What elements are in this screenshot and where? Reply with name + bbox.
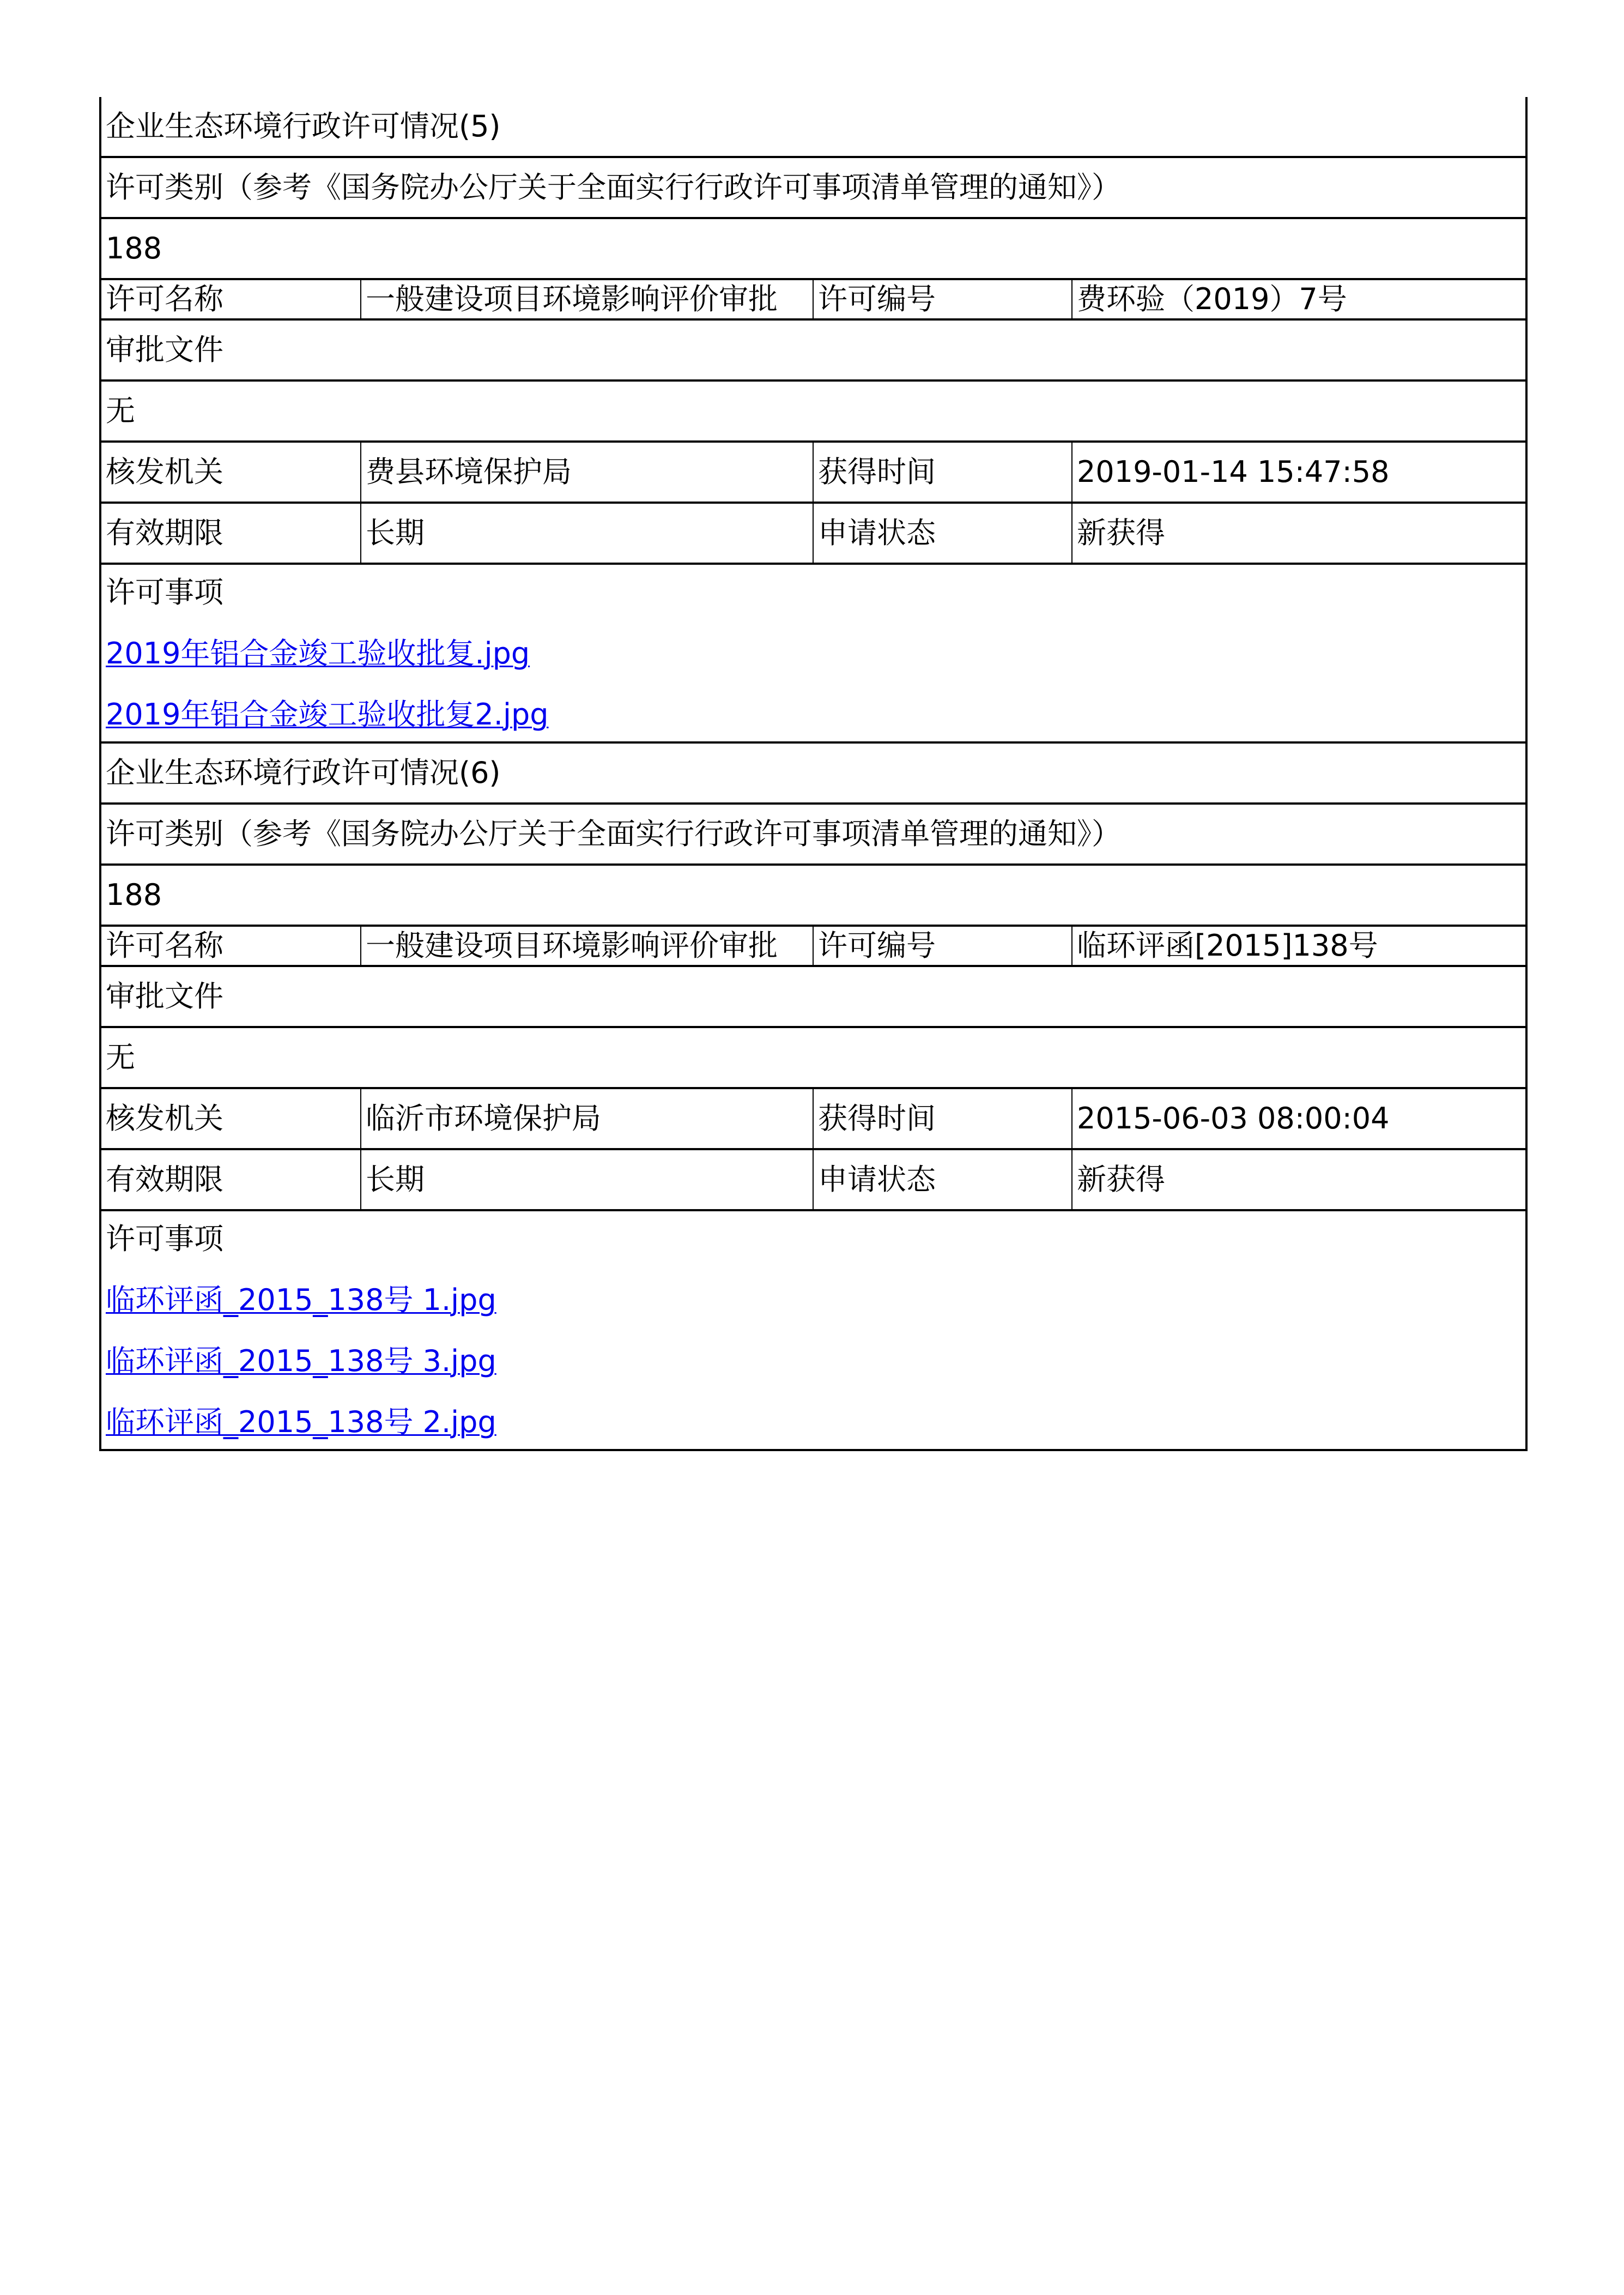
section-title: 企业生态环境行政许可情况(6) <box>100 742 1526 804</box>
permit-items-row <box>100 1210 1526 1450</box>
category-label: 许可类别（参考《国务院办公厅关于全面实行行政许可事项清单管理的通知》） <box>100 804 1526 865</box>
validity-row <box>100 503 1526 564</box>
approval-docs-value: 无 <box>100 381 1526 442</box>
permit-items-row <box>100 564 1526 742</box>
approval-docs-label-row <box>100 966 1526 1027</box>
permit-number-value: 费环验（2019）7号 <box>1072 279 1526 319</box>
application-status-label: 申请状态 <box>813 503 1072 564</box>
issuing-authority-value: 费县环境保护局 <box>361 442 813 503</box>
file-list <box>106 1284 1522 1438</box>
permit-number-value: 临环评函[2015]138号 <box>1072 926 1526 966</box>
obtained-time-value: 2019-01-14 15:47:58 <box>1072 442 1526 503</box>
authority-row <box>100 442 1526 503</box>
approval-docs-value-row <box>100 1027 1526 1088</box>
permit-items-label: 许可事项 <box>106 575 223 609</box>
permit-items-label: 许可事项 <box>106 1222 223 1256</box>
issuing-authority-label: 核发机关 <box>100 1088 361 1149</box>
application-status-label: 申请状态 <box>813 1149 1072 1210</box>
obtained-time-value: 2015-06-03 08:00:04 <box>1072 1088 1526 1149</box>
permit-name-row <box>100 279 1526 319</box>
category-value: 188 <box>100 865 1526 926</box>
category-label-row <box>100 157 1526 218</box>
permit-name-label: 许可名称 <box>100 926 361 966</box>
obtained-time-label: 获得时间 <box>813 442 1072 503</box>
obtained-time-label: 获得时间 <box>813 1088 1072 1149</box>
category-value-row <box>100 218 1526 279</box>
section-title-row <box>100 97 1526 157</box>
category-value: 188 <box>100 218 1526 279</box>
approval-docs-label: 审批文件 <box>100 319 1526 381</box>
file-link[interactable]: 临环评函_2015_138号 3.jpg <box>106 1344 496 1378</box>
validity-row <box>100 1149 1526 1210</box>
authority-row <box>100 1088 1526 1149</box>
file-link[interactable]: 2019年铝合金竣工验收批复.jpg <box>106 636 530 671</box>
permits-table <box>99 97 1528 1451</box>
approval-docs-label-row <box>100 319 1526 381</box>
permit-document <box>99 97 1525 1451</box>
permit-name-row <box>100 926 1526 966</box>
file-list <box>106 638 1522 730</box>
application-status-value: 新获得 <box>1072 503 1526 564</box>
permit-name-value: 一般建设项目环境影响评价审批 <box>361 279 813 319</box>
approval-docs-label: 审批文件 <box>100 966 1526 1027</box>
permit-name-value: 一般建设项目环境影响评价审批 <box>361 926 813 966</box>
approval-docs-value: 无 <box>100 1027 1526 1088</box>
approval-docs-value-row <box>100 381 1526 442</box>
section-title-row <box>100 742 1526 804</box>
permit-name-label: 许可名称 <box>100 279 361 319</box>
validity-period-label: 有效期限 <box>100 503 361 564</box>
issuing-authority-value: 临沂市环境保护局 <box>361 1088 813 1149</box>
permit-items-cell <box>100 1210 1526 1450</box>
category-label-row <box>100 804 1526 865</box>
permit-number-label: 许可编号 <box>813 279 1072 319</box>
category-label: 许可类别（参考《国务院办公厅关于全面实行行政许可事项清单管理的通知》） <box>100 157 1526 218</box>
file-link[interactable]: 临环评函_2015_138号 2.jpg <box>106 1405 496 1439</box>
section-title: 企业生态环境行政许可情况(5) <box>100 97 1526 157</box>
file-link[interactable]: 2019年铝合金竣工验收批复2.jpg <box>106 697 549 732</box>
validity-period-value: 长期 <box>361 503 813 564</box>
validity-period-label: 有效期限 <box>100 1149 361 1210</box>
permit-number-label: 许可编号 <box>813 926 1072 966</box>
issuing-authority-label: 核发机关 <box>100 442 361 503</box>
application-status-value: 新获得 <box>1072 1149 1526 1210</box>
file-link[interactable]: 临环评函_2015_138号 1.jpg <box>106 1283 496 1317</box>
permit-items-cell <box>100 564 1526 742</box>
category-value-row <box>100 865 1526 926</box>
validity-period-value: 长期 <box>361 1149 813 1210</box>
